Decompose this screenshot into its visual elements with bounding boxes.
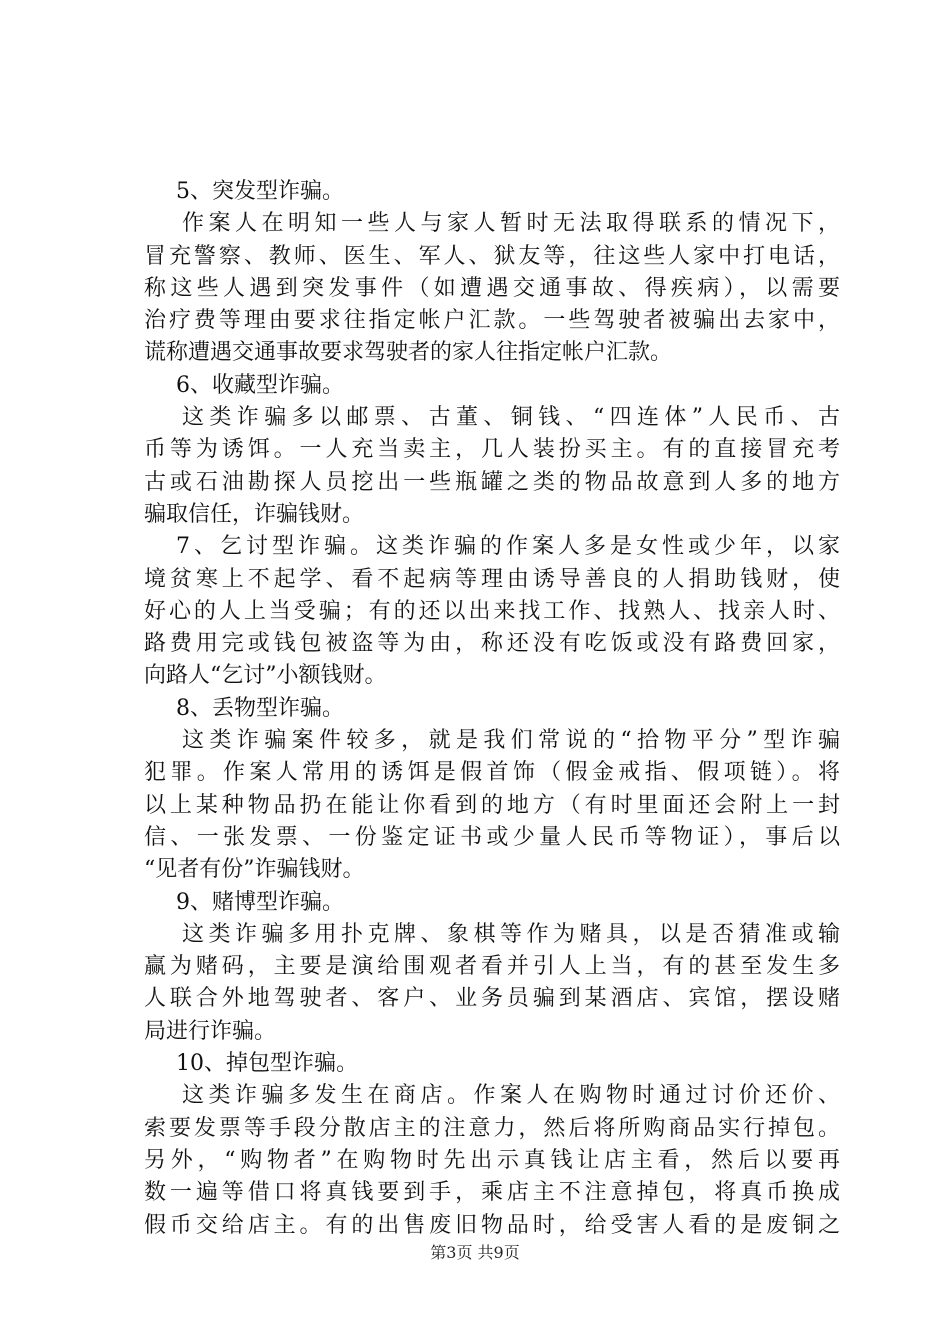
text-line: 境贫寒上不起学、看不起病等理由诱导善良的人捐助钱财，使 xyxy=(144,566,840,592)
text-line: 赢为赌码，主要是演给围观者看并引人上当，有的甚至发生多 xyxy=(144,954,840,980)
text-line: 犯罪。作案人常用的诱饵是假首饰（假金戒指、假项链）。将 xyxy=(144,760,840,786)
text-line: 向路人“乞讨”小额钱财。 xyxy=(144,663,387,689)
text-line: 这类诈骗案件较多，就是我们常说的“拾物平分”型诈骗 xyxy=(182,728,840,754)
text-line: 另外，“购物者”在购物时先出示真钱让店主看，然后以要再 xyxy=(144,1147,840,1173)
text-line: 7、乞讨型诈骗。这类诈骗的作案人多是女性或少年，以家 xyxy=(176,534,840,560)
text-line: 人联合外地驾驶者、客户、业务员骗到某酒店、宾馆，摆设赌 xyxy=(144,986,840,1012)
text-line: 假币交给店主。有的出售废旧物品时，给受害人看的是废铜之 xyxy=(144,1212,840,1238)
text-line: 索要发票等手段分散店主的注意力，然后将所购商品实行掉包。 xyxy=(144,1115,840,1141)
page-footer: 第3页 共9页 xyxy=(430,1243,520,1262)
text-line: “见者有份”诈骗钱财。 xyxy=(144,857,365,883)
text-line: 这类诈骗多用扑克牌、象棋等作为赌具，以是否猜准或输 xyxy=(182,921,840,947)
text-line: 治疗费等理由要求往指定帐户汇款。一些驾驶者被骗出去家中， xyxy=(144,308,840,334)
text-line: 5、突发型诈骗。 xyxy=(176,179,344,204)
text-line: 信、一张发票、一份鉴定证书或少量人民币等物证），事后以 xyxy=(144,824,840,850)
text-line: 数一遍等借口将真钱要到手，乘店主不注意掉包，将真币换成 xyxy=(144,1180,840,1206)
text-line: 古或石油勘探人员挖出一些瓶罐之类的物品故意到人多的地方 xyxy=(144,469,840,495)
document-body xyxy=(144,176,840,1242)
text-line: 称这些人遇到突发事件（如遭遇交通事故、得疾病），以需要 xyxy=(144,275,840,301)
text-line: 币等为诱饵。一人充当卖主，几人装扮买主。有的直接冒充考 xyxy=(144,437,840,463)
text-line: 这类诈骗多发生在商店。作案人在购物时通过讨价还价、 xyxy=(182,1083,840,1109)
text-line: 8、丢物型诈骗。 xyxy=(176,695,344,721)
text-line: 谎称遭遇交通事故要求驾驶者的家人往指定帐户汇款。 xyxy=(144,340,673,366)
text-line: 骗取信任，诈骗钱财。 xyxy=(144,501,365,527)
text-line: 冒充警察、教师、医生、军人、狱友等，往这些人家中打电话， xyxy=(144,243,840,269)
text-line: 10、掉包型诈骗。 xyxy=(176,1051,358,1077)
text-line: 6、收藏型诈骗。 xyxy=(176,372,344,398)
text-line: 好心的人上当受骗；有的还以出来找工作、找熟人、找亲人时、 xyxy=(144,598,840,624)
text-line: 作案人在明知一些人与家人暂时无法取得联系的情况下， xyxy=(182,211,840,237)
text-line: 路费用完或钱包被盗等为由，称还没有吃饭或没有路费回家， xyxy=(144,631,840,657)
text-line: 以上某种物品扔在能让你看到的地方（有时里面还会附上一封 xyxy=(144,792,840,818)
text-line: 这类诈骗多以邮票、古董、铜钱、“四连体”人民币、古 xyxy=(182,405,840,431)
text-line: 9、赌博型诈骗。 xyxy=(176,889,344,915)
text-line: 局进行诈骗。 xyxy=(144,1018,277,1044)
